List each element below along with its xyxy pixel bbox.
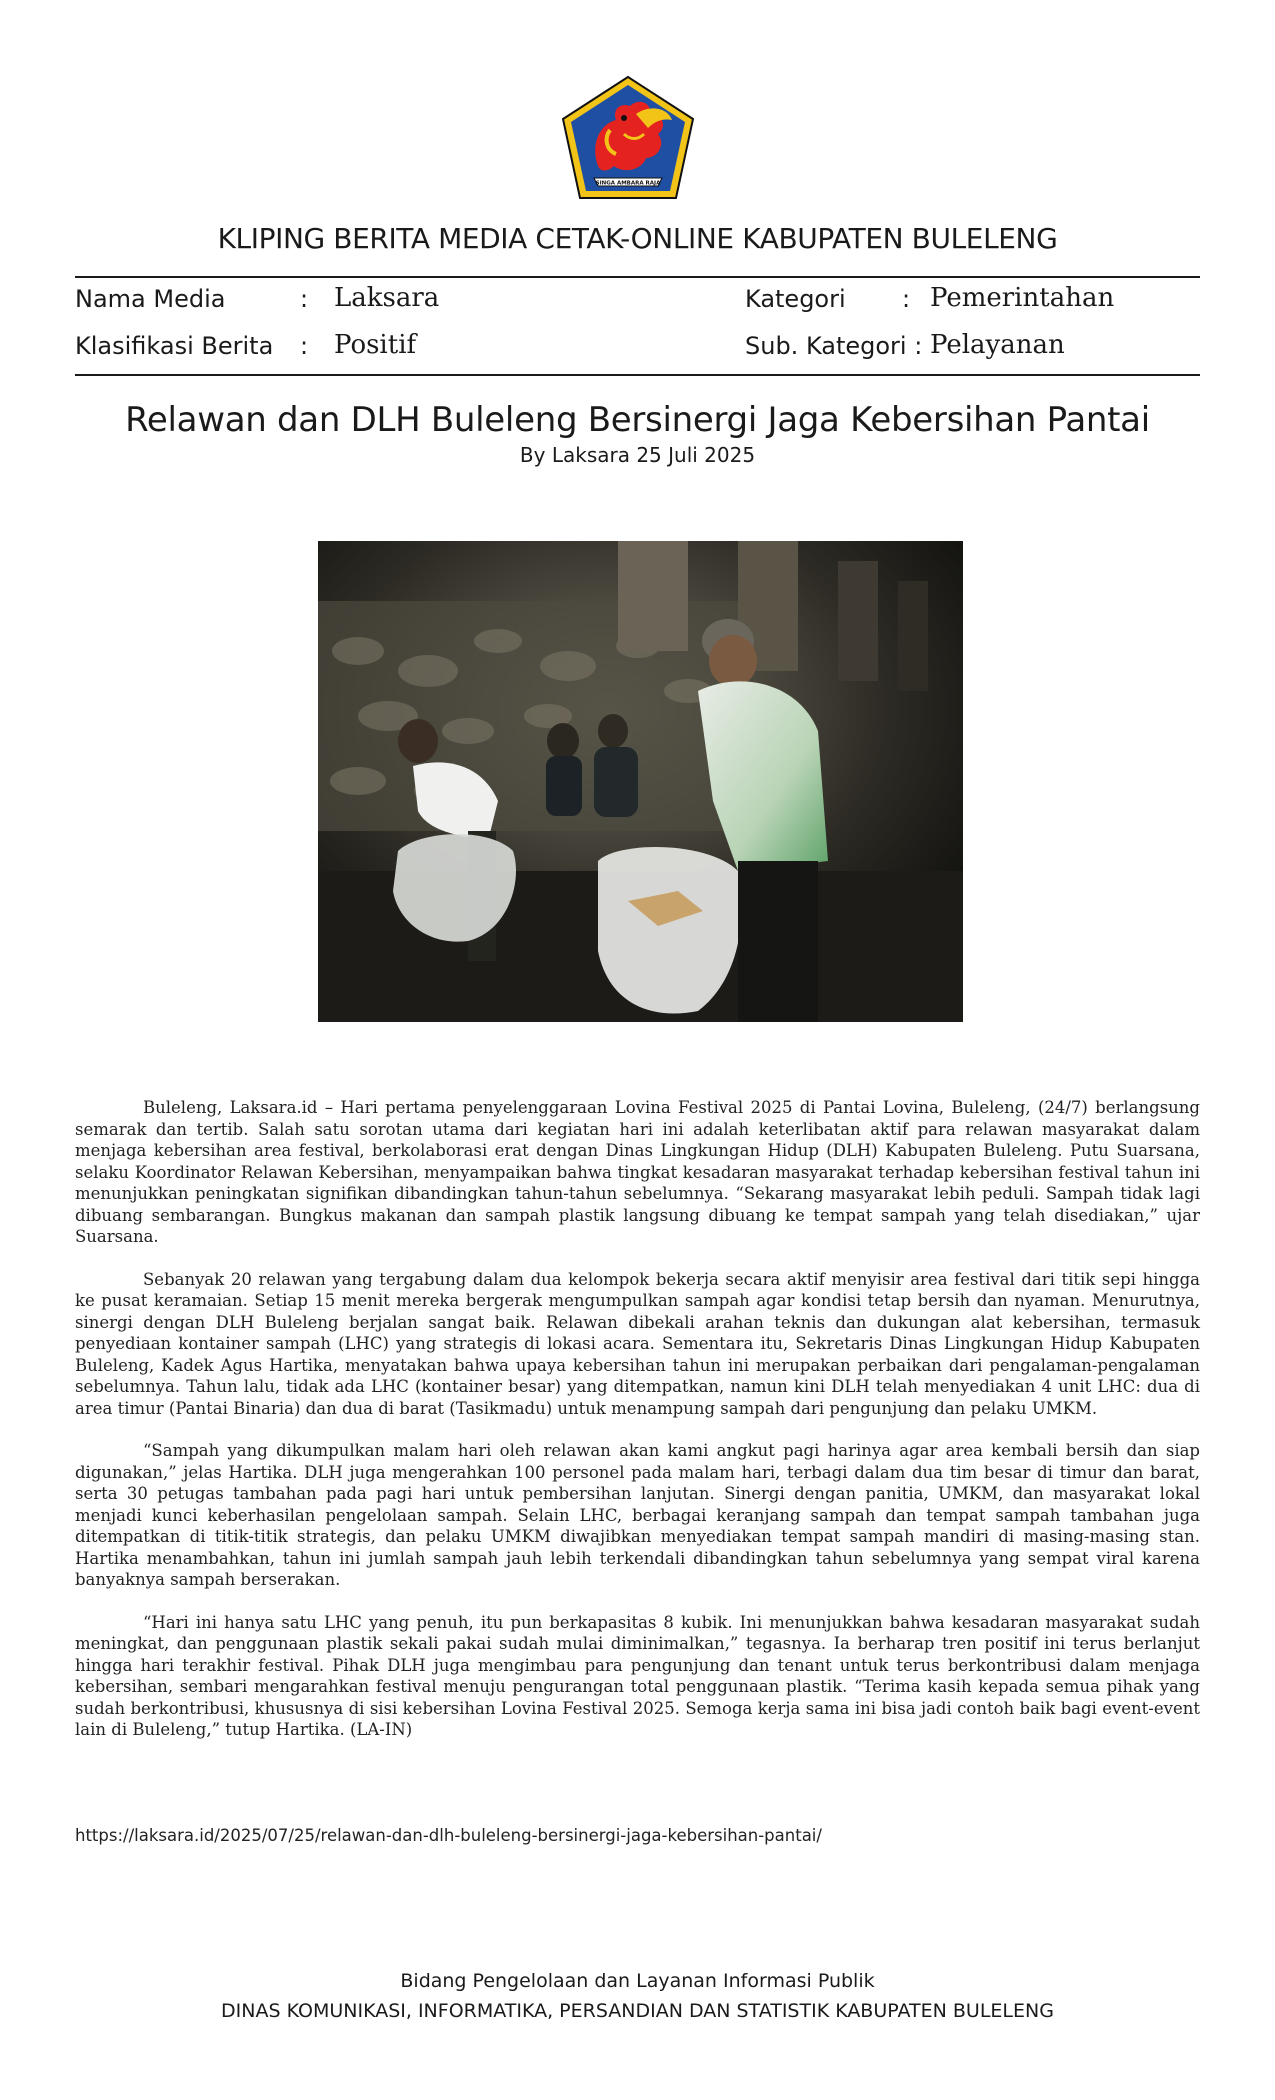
footer-division-name: Bidang Pengelolaan dan Layanan Informasi Publik (400, 1970, 875, 1992)
source-url-link[interactable]: https://laksara.id/2025/07/25/relawan-dan-dlh-buleleng-bersinergi-jaga-kebersihan-pantai/ (75, 1826, 822, 1845)
sub-kategori-label: Sub. Kategori : (745, 332, 923, 360)
article-byline: By Laksara 25 Juli 2025 (519, 443, 756, 467)
logo-motto-text: SINGA AMBARA RAJA (595, 180, 661, 187)
klasifikasi-berita-label: Klasifikasi Berita (75, 332, 274, 360)
news-photo (318, 541, 963, 1022)
nama-media-label: Nama Media (75, 285, 226, 313)
article-body (75, 1097, 1200, 1762)
kategori-value: Pemerintahan (930, 283, 1115, 313)
header-top-rule (75, 276, 1200, 278)
nama-media-value: Laksara (334, 283, 440, 313)
kategori-colon: : (902, 285, 911, 313)
nama-media-colon: : (300, 285, 309, 313)
article-paragraph: Sebanyak 20 relawan yang tergabung dalam dua kelompok bekerja secara aktif menyisir area festival dari titik sepi hingga ke pusat keramaian. Setiap 15 menit mereka bergerak mengumpulkan sampah agar kondisi tetap bersih dan nyaman. Menurutnya, sinergi dengan DLH Buleleng berjalan sangat baik. Relawan dibekali arahan teknis dan dukungan alat kebersihan, termasuk penyediaan kontainer sampah (LHC) yang strategis di lokasi acara. Sementara itu, Sekretaris Dinas Lingkungan Hidup Kabupaten Buleleng, Kadek Agus Hartika, menyatakan bahwa upaya kebersihan tahun ini merupakan perbaikan dari pengalaman-pengalaman sebelumnya. Tahun lalu, tidak ada LHC (kontainer besar) yang ditempatkan, namun kini DLH telah menyediakan 4 unit LHC: dua di area timur (Pantai Binaria) dan dua di barat (Tasikmadu) untuk menampung sampah dari pengunjung dan pelaku UMKM. (75, 1269, 1200, 1418)
header-bottom-rule (75, 374, 1200, 376)
article-paragraph: “Sampah yang dikumpulkan malam hari oleh relawan akan kami angkut pagi harinya agar area kembali bersih dan siap digunakan,” jelas Hartika. DLH juga mengerahkan 100 personel pada malam hari, terbagi dalam dua tim besar di timur dan barat, serta 30 petugas tambahan pada pagi hari untuk pembersihan lanjutan. Sinergi dengan panitia, UMKM, dan masyarakat lokal menjadi kunci keberhasilan pengelolaan sampah. Selain LHC, berbagai keranjang sampah dan tempat sampah tambahan juga ditempatkan di titik-titik strategis, dan pelaku UMKM diwajibkan menyediakan tempat sampah mandiri di masing-masing stan. Hartika menambahkan, tahun ini jumlah sampah jauh lebih terkendali dibandingkan tahun sebelumnya yang sempat viral karena banyaknya sampah berserakan. (75, 1441, 1200, 1589)
klasifikasi-colon: : (300, 332, 309, 360)
kabupaten-buleleng-crest-logo (558, 74, 698, 202)
footer-department-name: DINAS KOMUNIKASI, INFORMATIKA, PERSANDIAN DAN STATISTIK KABUPATEN BULELENG (221, 2000, 1054, 2022)
sub-kategori-value: Pelayanan (930, 330, 1065, 360)
klasifikasi-berita-value: Positif (334, 330, 417, 360)
article-paragraph: “Hari ini hanya satu LHC yang penuh, itu pun berkapasitas 8 kubik. Ini menunjukkan bahwa kesadaran masyarakat sudah meningkat, dan penggunaan plastik sekali pakai sudah mulai diminimalkan,” tegasnya. Ia berharap tren positif ini terus berlanjut hingga hari terakhir festival. Pihak DLH juga mengimbau para pengunjung dan tenant untuk terus berkontribusi dalam menjaga kebersihan, sembari mengarahkan festival menuju pengurangan total penggunaan plastik. “Terima kasih kepada semua pihak yang sudah berkontribusi, khususnya di sisi kebersihan Lovina Festival 2025. Semoga kerja sama ini bisa jadi contoh baik bagi event-event lain di Buleleng,” tutup Hartika. (LA-IN) (75, 1612, 1200, 1739)
article-title: Relawan dan DLH Buleleng Bersinergi Jaga Kebersihan Pantai (125, 400, 1150, 440)
kategori-label: Kategori (745, 285, 846, 313)
article-paragraph: Buleleng, Laksara.id – Hari pertama penyelenggaraan Lovina Festival 2025 di Pantai Lovina, Buleleng, (24/7) berlangsung semarak dan tertib. Salah satu sorotan utama dari kegiatan hari ini adalah keterlibatan aktif para relawan masyarakat dalam menjaga kebersihan area festival, berkolaborasi erat dengan Dinas Lingkungan Hidup (DLH) Kabupaten Buleleng. Putu Suarsana, selaku Koordinator Relawan Kebersihan, menyampaikan bahwa tingkat kesadaran masyarakat terhadap kebersihan festival tahun ini menunjukkan peningkatan signifikan dibandingkan tahun-tahun sebelumnya. “Sekarang masyarakat lebih peduli. Sampah tidak lagi dibuang sembarangan. Bungkus makanan dan sampah plastik langsung dibuang ke tempat sampah yang telah disediakan,” ujar Suarsana. (75, 1098, 1200, 1246)
clipping-header-title: KLIPING BERITA MEDIA CETAK-ONLINE KABUPATEN BULELENG (217, 222, 1058, 255)
